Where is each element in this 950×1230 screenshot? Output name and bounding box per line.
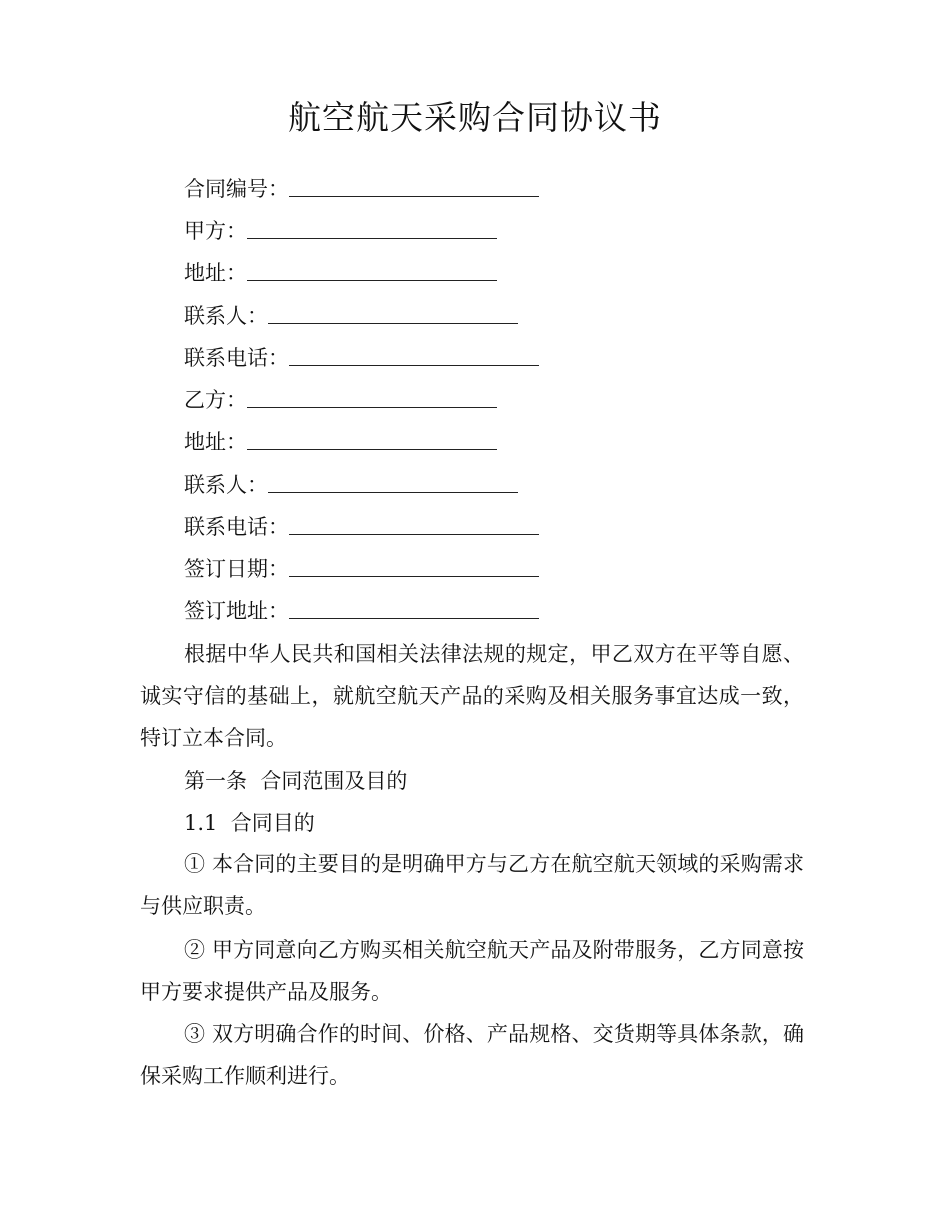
field-party-b-phone [184, 512, 539, 542]
field-party-a-address [184, 258, 497, 288]
fill-in-line [247, 216, 497, 239]
fill-in-line [247, 385, 497, 408]
section-heading: 1.1 合同目的 [184, 811, 315, 835]
field-label: 联系人： [184, 304, 268, 328]
field-label: 签订地址： [184, 599, 289, 623]
field-party-b-contact [184, 470, 518, 500]
intro-paragraph: 根据中华人民共和国相关法律法规的规定，甲乙双方在平等自愿、诚实守信的基础上，就航空航天产品的采购及相关服务事宜达成一致，特订立本合同。 [140, 642, 804, 750]
field-label: 甲方： [184, 219, 247, 243]
field-party-a [184, 216, 497, 246]
article-heading: 第一条 合同范围及目的 [184, 769, 408, 793]
fill-in-line [289, 174, 539, 197]
fill-in-line [289, 596, 539, 619]
field-label: 联系电话： [184, 346, 289, 370]
field-label: 地址： [184, 430, 247, 454]
field-sign-date [184, 554, 539, 584]
field-label: 乙方： [184, 388, 247, 412]
field-label: 地址： [184, 261, 247, 285]
document-title: 航空航天采购合同协议书 [288, 98, 662, 137]
fill-in-line [268, 470, 518, 493]
field-sign-place [184, 596, 539, 626]
fill-in-line [289, 554, 539, 577]
clause-item: ③ 双方明确合作的时间、价格、产品规格、交货期等具体条款，确保采购工作顺利进行。 [140, 1022, 804, 1088]
field-label: 联系电话： [184, 515, 289, 539]
field-party-a-phone [184, 343, 539, 373]
fill-in-line [268, 301, 518, 324]
fill-in-line [289, 512, 539, 535]
fill-in-line [247, 427, 497, 450]
fill-in-line [289, 343, 539, 366]
field-party-b [184, 385, 497, 415]
fill-in-line [247, 258, 497, 281]
field-label: 联系人： [184, 473, 268, 497]
field-label: 合同编号： [184, 177, 289, 201]
clause-item: ① 本合同的主要目的是明确甲方与乙方在航空航天领域的采购需求与供应职责。 [140, 852, 804, 918]
clause-item: ② 甲方同意向乙方购买相关航空航天产品及附带服务，乙方同意按甲方要求提供产品及服务。 [140, 938, 804, 1004]
field-party-a-contact [184, 301, 518, 331]
field-label: 签订日期： [184, 557, 289, 581]
field-contract-number [184, 174, 539, 204]
field-party-b-address [184, 427, 497, 457]
